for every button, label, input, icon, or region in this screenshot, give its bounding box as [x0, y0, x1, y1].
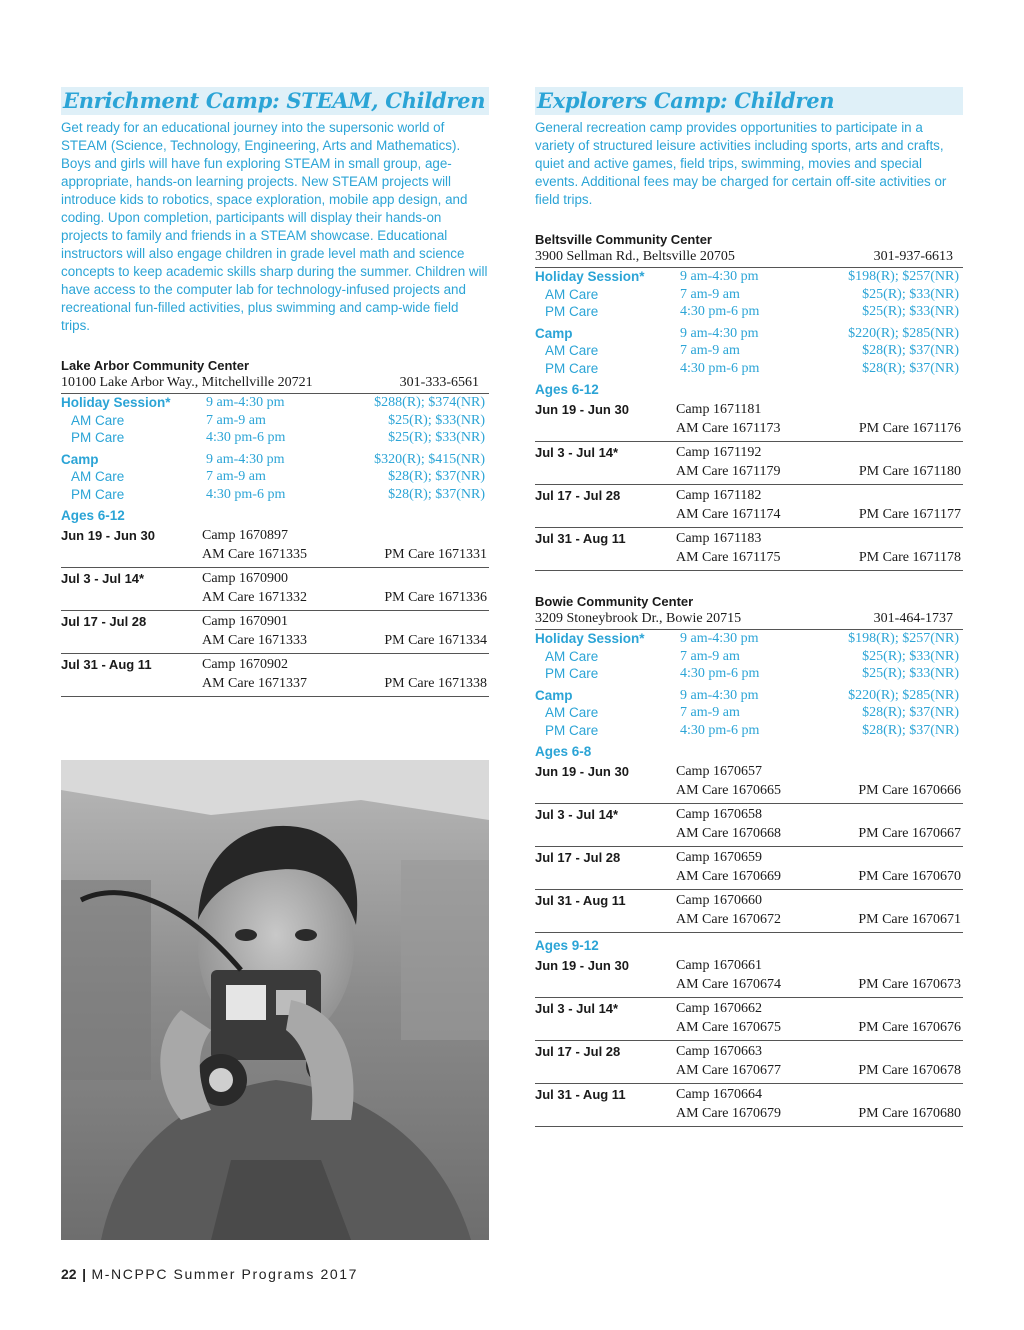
fee-row: [535, 286, 963, 304]
fee-price: $28(R); $37(NR): [388, 486, 485, 502]
am-care-code: AM Care 1670668: [676, 825, 781, 841]
center-name: Bowie Community Center: [535, 594, 694, 609]
fee-time: 7 am-9 am: [206, 412, 266, 428]
fee-time: 7 am-9 am: [680, 648, 740, 664]
fee-row: [535, 630, 963, 648]
session-dates: Jul 17 - Jul 28: [535, 488, 621, 503]
center-address-row: [535, 610, 963, 630]
fee-row: [535, 665, 963, 683]
pm-care-code: PM Care 1670678: [858, 1062, 961, 1078]
am-care-code: AM Care 1670679: [676, 1105, 781, 1121]
fee-price: $25(R); $33(NR): [862, 286, 959, 302]
session-dates: Jul 31 - Aug 11: [61, 657, 152, 672]
fee-time: 9 am-4:30 pm: [680, 325, 759, 341]
fee-time: 7 am-9 am: [206, 469, 266, 484]
session-row: [535, 1041, 963, 1084]
pm-care-code: PM Care 1671338: [384, 675, 487, 691]
page-footer: [61, 1266, 358, 1282]
session-row: [535, 761, 963, 804]
session-dates: Jun 19 - Jun 30: [61, 528, 155, 543]
footer-text: M-NCPPC Summer Programs 2017: [91, 1266, 359, 1282]
camp-code: Camp 1670658: [676, 807, 762, 822]
fee-label: AM Care: [545, 286, 599, 302]
session-dates: Jun 19 - Jun 30: [535, 764, 629, 779]
center-name: Lake Arbor Community Center: [61, 358, 250, 373]
camp-code: Camp 1670900: [202, 571, 288, 586]
centers-list: [535, 231, 963, 1127]
fee-price: $198(R); $257(NR): [848, 269, 959, 284]
fee-price: $25(R); $33(NR): [862, 666, 959, 681]
center-address-row: [535, 248, 963, 268]
session-dates: Jul 17 - Jul 28: [535, 850, 621, 865]
center-phone: 301-937-6613: [873, 249, 953, 264]
session-dates: Jul 31 - Aug 11: [535, 893, 626, 908]
fee-price: $288(R); $374(NR): [374, 395, 485, 410]
am-care-code: AM Care 1671332: [202, 589, 307, 605]
session-dates: Jul 31 - Aug 11: [535, 1087, 626, 1102]
fee-time: 7 am-9 am: [680, 286, 740, 302]
pm-care-code: PM Care 1671178: [858, 549, 961, 565]
fee-label: Camp: [61, 451, 99, 467]
session-dates: Jul 17 - Jul 28: [61, 614, 147, 629]
fee-time: 4:30 pm-6 pm: [206, 430, 286, 445]
fee-time: 4:30 pm-6 pm: [680, 360, 760, 376]
fee-row: [535, 722, 963, 740]
fee-price: $320(R); $415(NR): [374, 451, 485, 467]
camp-code: Camp 1670662: [676, 1001, 762, 1016]
pm-care-code: PM Care 1671177: [858, 506, 961, 522]
center-block: [61, 357, 489, 697]
pm-care-code: PM Care 1670667: [858, 825, 961, 841]
fee-label: AM Care: [545, 648, 599, 664]
session-row: [535, 847, 963, 890]
age-group-label: Ages 6-12: [535, 382, 599, 397]
fee-price: $28(R); $37(NR): [862, 343, 959, 358]
session-dates: Jul 3 - Jul 14*: [61, 571, 145, 586]
fee-row: [535, 704, 963, 722]
fee-time: 7 am-9 am: [680, 705, 740, 720]
fee-label: PM Care: [71, 430, 125, 445]
am-care-code: AM Care 1671335: [202, 546, 307, 562]
am-care-code: AM Care 1670672: [676, 911, 781, 927]
boy-with-robot-photo: [61, 760, 489, 1240]
center-name: Beltsville Community Center: [535, 232, 712, 247]
fee-label: Holiday Session*: [535, 631, 645, 646]
pm-care-code: PM Care 1671180: [858, 463, 961, 479]
fee-label: AM Care: [545, 343, 599, 358]
fee-row: [535, 687, 963, 705]
fee-label: PM Care: [545, 304, 599, 319]
center-address: 10100 Lake Arbor Way., Mitchellville 20721: [61, 375, 313, 390]
session-row: [535, 804, 963, 847]
session-dates: Jul 3 - Jul 14*: [535, 807, 619, 822]
session-row: [61, 568, 489, 611]
am-care-code: AM Care 1671333: [202, 632, 307, 648]
session-dates: Jul 31 - Aug 11: [535, 531, 626, 546]
session-row: [535, 1084, 963, 1127]
center-address-row: [61, 374, 489, 394]
pm-care-code: PM Care 1671336: [384, 589, 487, 605]
fee-label: PM Care: [545, 360, 599, 376]
fee-price: $28(R); $37(NR): [862, 360, 959, 376]
am-care-code: AM Care 1671173: [676, 420, 781, 436]
session-row: [61, 525, 489, 568]
fee-label: Camp: [535, 325, 573, 341]
pm-care-code: PM Care 1670673: [858, 976, 961, 992]
photo-image: [61, 760, 489, 1240]
am-care-code: AM Care 1671175: [676, 549, 781, 565]
camp-code: Camp 1670659: [676, 850, 762, 865]
am-care-code: AM Care 1671179: [676, 463, 781, 479]
section-title: Explorers Camp: Children: [535, 87, 963, 115]
pm-care-code: PM Care 1671176: [858, 420, 961, 436]
fee-time: 9 am-4:30 pm: [206, 451, 285, 467]
fee-time: 9 am-4:30 pm: [680, 687, 759, 703]
fee-row: [61, 468, 489, 486]
section-description: General recreation camp provides opportunities to participate in a variety of structured leisure activities including sports, arts and crafts, quiet and active games, field trips, swimming, movies and special events. Additional fees may be charged for certain off-site activities or field trips.: [535, 120, 947, 207]
session-dates: Jun 19 - Jun 30: [535, 958, 629, 973]
community-center: [535, 593, 963, 1127]
fee-price: $220(R); $285(NR): [848, 687, 959, 703]
age-group-label: Ages 9-12: [535, 938, 599, 953]
fee-price: $28(R); $37(NR): [862, 705, 959, 720]
age-group-label: Ages 6-8: [535, 744, 592, 759]
community-center: [535, 231, 963, 571]
session-row: [535, 399, 963, 442]
fee-row: [535, 303, 963, 321]
fee-row: [61, 486, 489, 504]
center-address: 3209 Stoneybrook Dr., Bowie 20715: [535, 611, 742, 626]
fee-price: $25(R); $33(NR): [388, 430, 485, 445]
explorers-camp-section: [535, 87, 963, 1127]
camp-code: Camp 1670897: [202, 528, 288, 543]
session-row: [535, 442, 963, 485]
session-row: [535, 998, 963, 1041]
fee-time: 9 am-4:30 pm: [206, 395, 285, 410]
fee-row: [61, 394, 489, 412]
fee-time: 9 am-4:30 pm: [680, 269, 759, 284]
fee-price: $25(R); $33(NR): [862, 648, 959, 664]
fee-time: 4:30 pm-6 pm: [680, 304, 760, 319]
camp-code: Camp 1670663: [676, 1044, 762, 1059]
section-description: Get ready for an educational journey into the supersonic world of STEAM (Science, Technology, Engineering, Arts and Mathematics). Boys and girls will have fun exploring STEAM in small group, age-appropriate, hands-on learning projects. New STEAM projects will introduce kids to robotics, space exploration, mobile app design, and coding. Upon completion, participants will display their hands-on projects to family and friends in a STEAM showcase. Educational instructors will also engage children in grade level math and science concepts to keep academic skills sharp during the summer. Children will have access to the computer lab for technology-infused projects and recreational fun-filled activities, plus swimming and camp-wide field trips.: [61, 120, 488, 333]
am-care-code: AM Care 1670674: [676, 976, 781, 992]
camp-code: Camp 1671182: [676, 488, 762, 503]
fee-row: [535, 648, 963, 666]
camp-code: Camp 1671183: [676, 531, 762, 546]
camp-code: Camp 1671192: [676, 445, 762, 460]
age-group-label: Ages 6-12: [61, 508, 125, 523]
am-care-code: AM Care 1670669: [676, 868, 781, 884]
camp-code: Camp 1670664: [676, 1087, 762, 1102]
center-address: 3900 Sellman Rd., Beltsville 20705: [535, 249, 735, 264]
camp-code: Camp 1671181: [676, 402, 762, 417]
camp-code: Camp 1670660: [676, 893, 762, 908]
camp-code: Camp 1670902: [202, 657, 288, 672]
fee-time: 7 am-9 am: [680, 343, 740, 358]
pm-care-code: PM Care 1670666: [858, 782, 961, 798]
am-care-code: AM Care 1670665: [676, 782, 781, 798]
footer-separator: |: [82, 1266, 86, 1282]
session-row: [535, 485, 963, 528]
section-title: Enrichment Camp: STEAM, Children: [61, 87, 489, 115]
fee-price: $28(R); $37(NR): [862, 722, 959, 738]
fee-row: [61, 412, 489, 430]
fee-time: 9 am-4:30 pm: [680, 631, 759, 646]
fee-row: [535, 268, 963, 286]
camp-code: Camp 1670661: [676, 958, 762, 973]
fee-label: AM Care: [71, 412, 125, 428]
am-care-code: AM Care 1671174: [676, 506, 781, 522]
camp-code: Camp 1670901: [202, 614, 288, 629]
session-dates: Jul 3 - Jul 14*: [535, 1001, 619, 1016]
session-dates: Jul 3 - Jul 14*: [535, 445, 619, 460]
am-care-code: AM Care 1670677: [676, 1062, 781, 1078]
fee-time: 4:30 pm-6 pm: [680, 722, 760, 738]
pm-care-code: PM Care 1670670: [858, 868, 961, 884]
fee-row: [535, 325, 963, 343]
camp-code: Camp 1670657: [676, 764, 762, 779]
fee-label: Camp: [535, 687, 573, 703]
center-phone: 301-464-1737: [873, 611, 953, 626]
session-row: [535, 528, 963, 571]
session-dates: Jul 17 - Jul 28: [535, 1044, 621, 1059]
fee-price: $25(R); $33(NR): [388, 412, 485, 428]
session-row: [535, 955, 963, 998]
fee-label: PM Care: [71, 486, 125, 502]
session-row: [535, 890, 963, 933]
pm-care-code: PM Care 1670676: [858, 1019, 961, 1035]
fee-price: $198(R); $257(NR): [848, 631, 959, 646]
pm-care-code: PM Care 1670680: [858, 1105, 961, 1121]
fee-row: [61, 451, 489, 469]
fee-time: 4:30 pm-6 pm: [680, 666, 760, 681]
am-care-code: AM Care 1671337: [202, 675, 307, 691]
fee-label: Holiday Session*: [61, 395, 171, 410]
session-dates: Jun 19 - Jun 30: [535, 402, 629, 417]
fee-price: $25(R); $33(NR): [862, 304, 959, 319]
pm-care-code: PM Care 1670671: [858, 911, 961, 927]
fee-label: Holiday Session*: [535, 269, 645, 284]
am-care-code: AM Care 1670675: [676, 1019, 781, 1035]
fee-row: [61, 429, 489, 447]
fee-label: AM Care: [545, 705, 599, 720]
enrichment-camp-section: [61, 87, 489, 697]
fee-time: 4:30 pm-6 pm: [206, 486, 286, 502]
session-row: [61, 654, 489, 697]
fee-row: [535, 360, 963, 378]
fee-price: $28(R); $37(NR): [388, 469, 485, 484]
center-phone: 301-333-6561: [399, 375, 479, 390]
fee-row: [535, 342, 963, 360]
session-row: [61, 611, 489, 654]
pm-care-code: PM Care 1671334: [384, 632, 487, 648]
page-number: 22: [61, 1266, 77, 1282]
fee-label: AM Care: [71, 469, 125, 484]
community-center: [61, 357, 489, 697]
fee-price: $220(R); $285(NR): [848, 325, 959, 341]
fee-label: PM Care: [545, 722, 599, 738]
fee-label: PM Care: [545, 666, 599, 681]
pm-care-code: PM Care 1671331: [384, 546, 487, 562]
